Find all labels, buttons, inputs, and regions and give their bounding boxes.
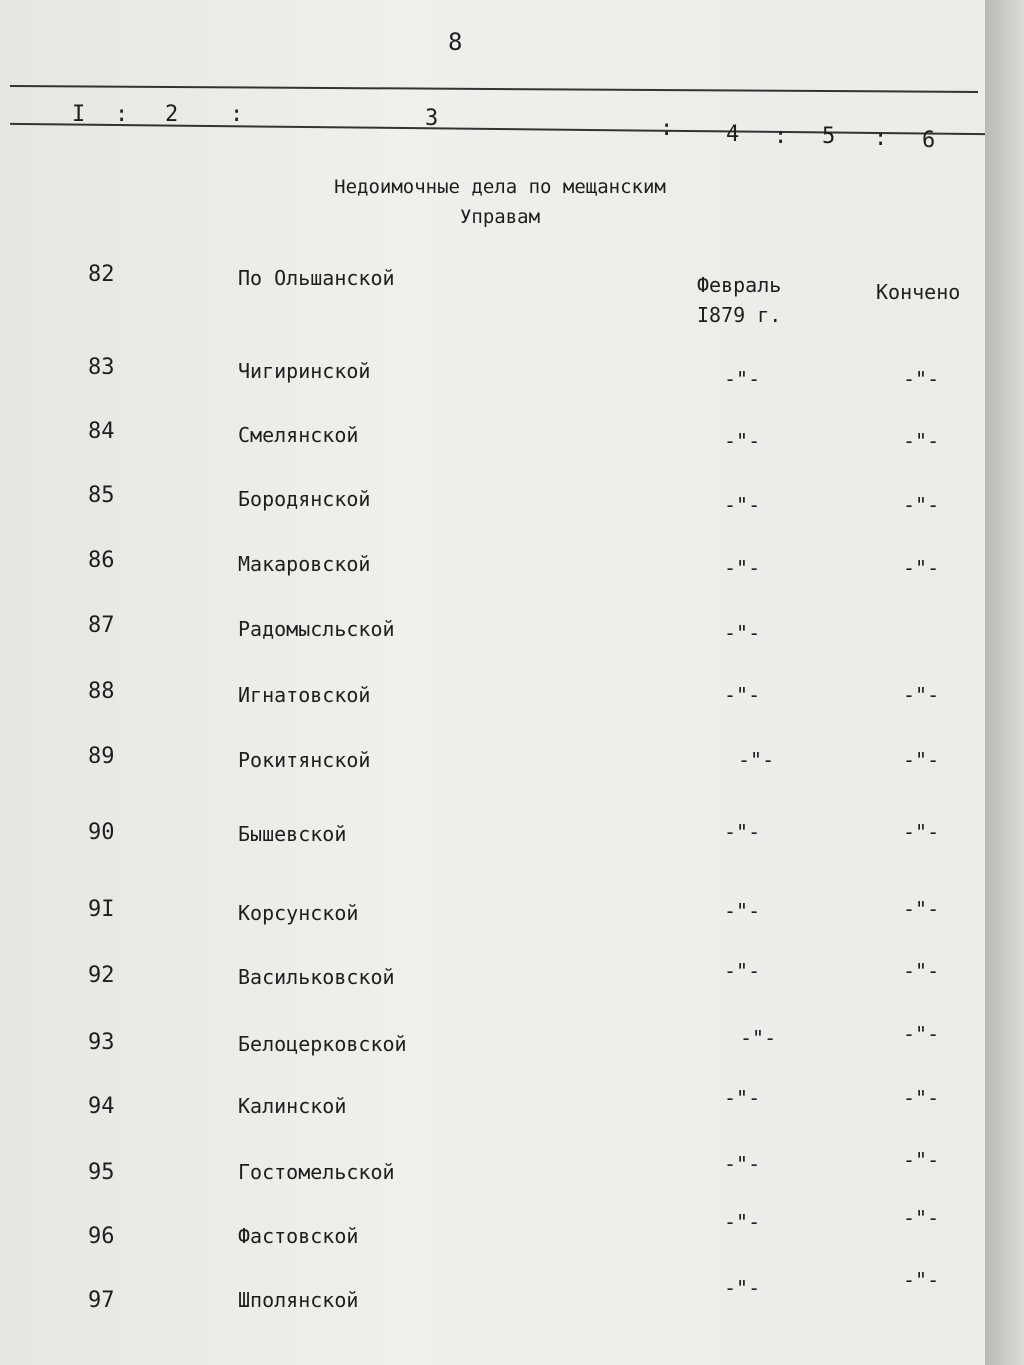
row-date: -"- <box>724 493 761 517</box>
row-date: -"- <box>724 367 761 391</box>
row-number: 90 <box>88 820 115 845</box>
header-rule-bottom <box>10 123 985 135</box>
column-separator: : <box>874 126 888 151</box>
row-status: -"- <box>903 429 940 453</box>
row-name: Рокитянской <box>238 748 371 772</box>
row-date: -"- <box>740 1026 777 1050</box>
row-number: 82 <box>88 262 115 287</box>
row-status: -"- <box>903 1206 940 1230</box>
row-number: 97 <box>88 1288 115 1313</box>
row-number: 95 <box>88 1160 115 1185</box>
row-date: -"- <box>724 1086 761 1110</box>
row-number: 89 <box>88 744 115 769</box>
row-number: 86 <box>88 548 115 573</box>
row-name: Макаровской <box>238 552 371 576</box>
row-date: -"- <box>724 959 761 983</box>
row-number: 85 <box>88 483 115 508</box>
row-name: По Ольшанской <box>238 266 395 290</box>
row-status: -"- <box>903 820 940 844</box>
row-date: -"- <box>724 429 761 453</box>
row-name: Чигиринской <box>238 359 371 383</box>
row-status: -"- <box>903 367 940 391</box>
row-name: Калинской <box>238 1094 347 1118</box>
row-name: Игнатовской <box>238 683 371 707</box>
section-heading-line1: Недоимочные дела по мещанским <box>334 176 666 198</box>
row-number: 92 <box>88 963 115 988</box>
row-date <box>697 270 781 330</box>
row-date-month: Февраль <box>697 273 782 297</box>
row-name: Бородянской <box>238 487 371 511</box>
row-name: Белоцерковской <box>238 1032 407 1056</box>
column-separator: : <box>660 116 674 141</box>
row-number: 84 <box>88 419 115 444</box>
row-date: -"- <box>724 556 761 580</box>
row-status: -"- <box>903 1086 940 1110</box>
row-number: 83 <box>88 355 115 380</box>
section-heading-line2: Управам <box>459 206 541 228</box>
column-number: 4 <box>726 122 740 147</box>
row-name: Радомысльской <box>238 617 395 641</box>
row-number: 93 <box>88 1030 115 1055</box>
page-edge <box>985 0 1024 1365</box>
column-separator: : <box>115 102 129 127</box>
column-number: 3 <box>425 106 439 131</box>
row-status: -"- <box>903 897 940 921</box>
row-number: 96 <box>88 1224 115 1249</box>
column-separator: : <box>774 124 788 149</box>
row-status: -"- <box>903 1148 940 1172</box>
row-number: 88 <box>88 679 115 704</box>
row-name: Фастовской <box>238 1224 359 1248</box>
row-date: -"- <box>724 683 761 707</box>
column-separator: : <box>230 102 244 127</box>
row-status: -"- <box>903 1022 940 1046</box>
row-status: -"- <box>903 493 940 517</box>
row-date: -"- <box>738 748 775 772</box>
row-status: Кончено <box>876 280 961 304</box>
row-name: Смелянской <box>238 423 359 447</box>
row-name: Гостомельской <box>238 1160 395 1184</box>
row-date: -"- <box>724 1152 761 1176</box>
row-date: -"- <box>724 1276 761 1300</box>
column-number: I <box>72 102 86 127</box>
row-number: 87 <box>88 613 115 638</box>
header-rule-top <box>10 85 978 93</box>
row-name: Васильковской <box>238 965 395 989</box>
column-number: 5 <box>822 124 836 149</box>
row-name: Шполянской <box>238 1288 359 1312</box>
row-date: -"- <box>724 621 761 645</box>
column-number: 6 <box>922 128 936 153</box>
row-date: -"- <box>724 1210 761 1234</box>
row-status: -"- <box>903 1268 940 1292</box>
row-date: -"- <box>724 820 761 844</box>
row-status: -"- <box>903 556 940 580</box>
row-date: -"- <box>724 899 761 923</box>
row-number: 94 <box>88 1094 115 1119</box>
page-number: 8 <box>448 28 463 56</box>
row-date-year: I879 г. <box>697 303 782 327</box>
column-number: 2 <box>165 102 179 127</box>
row-status: -"- <box>903 683 940 707</box>
row-name: Корсунской <box>238 901 359 925</box>
row-number: 9I <box>88 897 115 922</box>
row-name: Бышевской <box>238 822 347 846</box>
row-status: -"- <box>903 748 940 772</box>
row-status: -"- <box>903 959 940 983</box>
section-heading <box>300 172 700 232</box>
